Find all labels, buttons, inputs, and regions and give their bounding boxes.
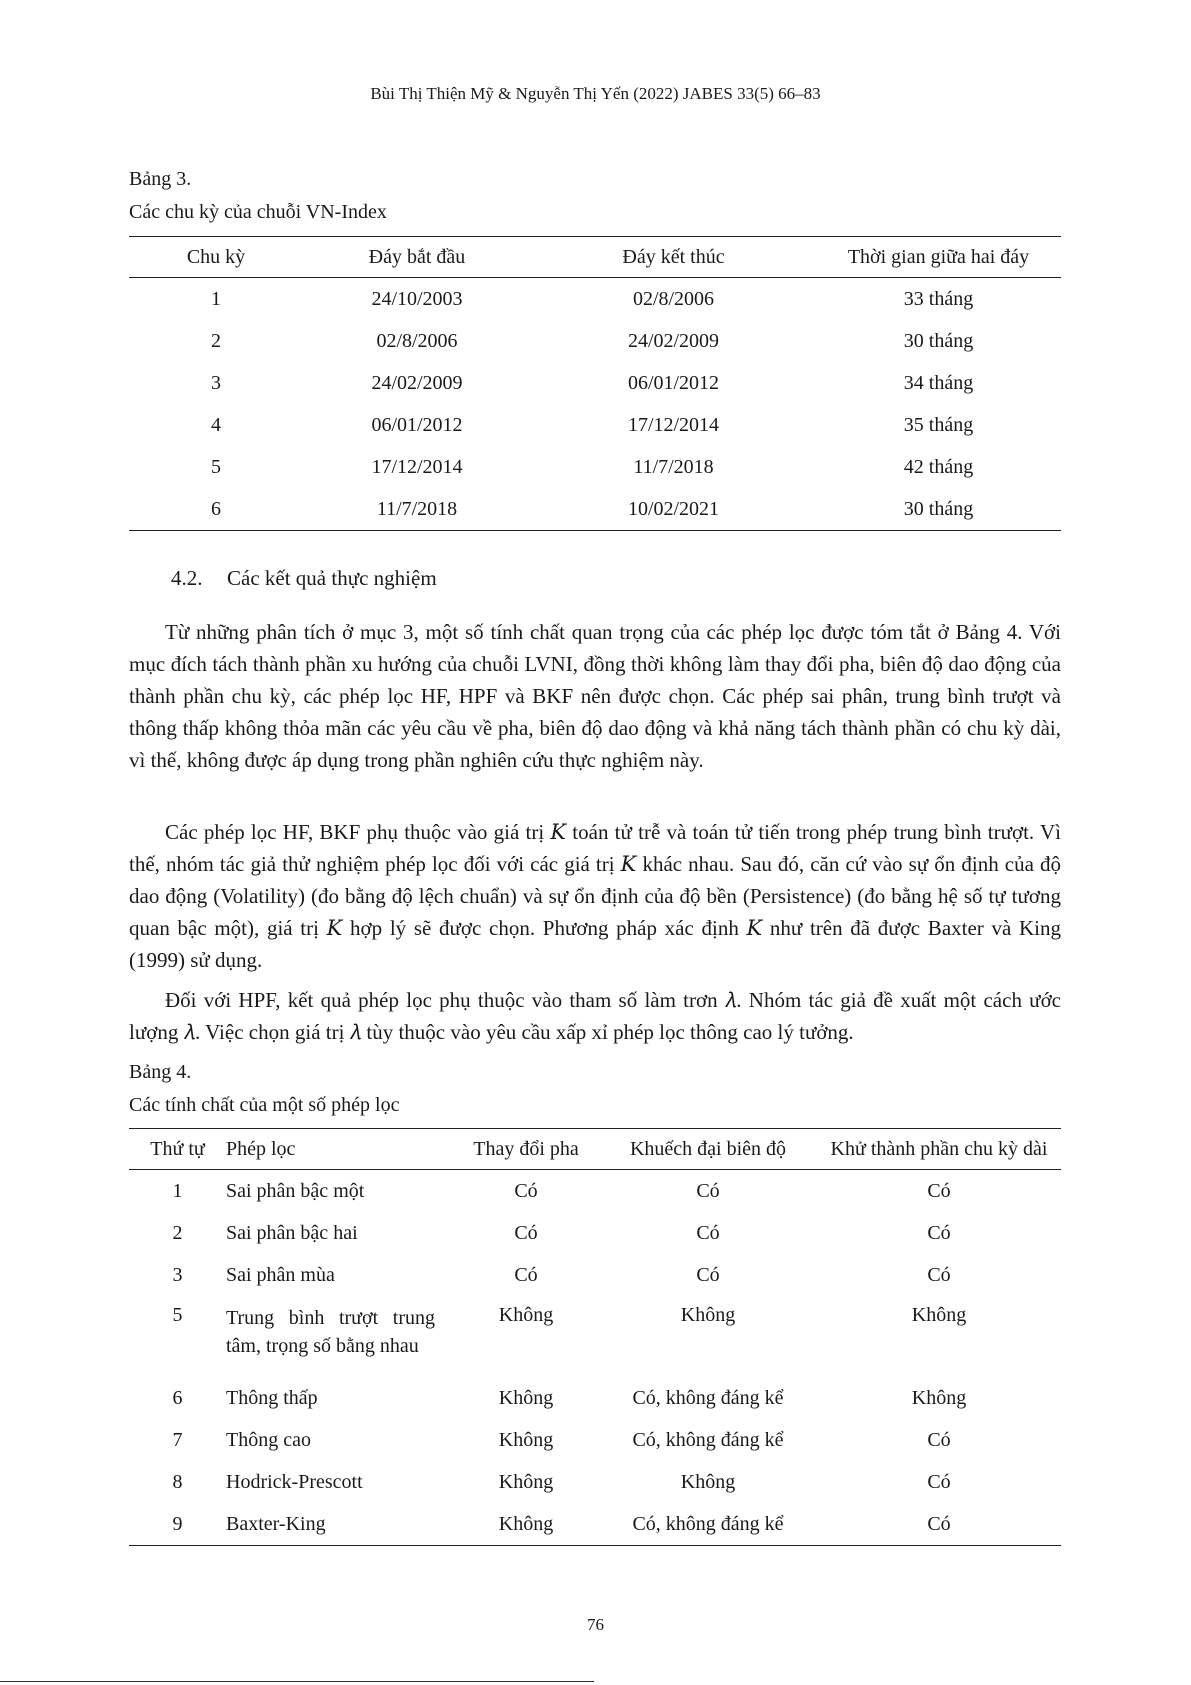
table4-header-row [129,1129,1061,1170]
table-cell: Baxter-King [226,1512,326,1535]
table4-column-header: Thứ tự [150,1137,205,1160]
table-row [129,1254,1061,1296]
body-paragraph: Các phép lọc HF, BKF phụ thuộc vào giá trị 𝐾 toán tử trễ và toán tử tiến trong phép trung bình trượt. Vì thế, nhóm tác giả thử nghiệm phép lọc đối với các giá trị 𝐾 khác nhau. Sau đó, căn cứ vào sự ổn định của độ dao động (Volatility) (đo bằng độ lệch chuẩn) và sự ổn định của độ bền (Persistence) (đo bằng hệ số tự tương quan bậc một), giá trị 𝐾 hợp lý sẽ được chọn. Phương pháp xác định 𝐾 như trên đã được Baxter và King (1999) sử dụng. [129,820,1061,972]
table-cell: 02/8/2006 [632,287,715,310]
table-row [129,404,1061,446]
table-cell: 35 tháng [903,413,974,436]
table-cell: Sai phân bậc hai [226,1221,358,1244]
table-cell: Có, không đáng kể [632,1512,784,1535]
table-cell: 33 tháng [903,287,974,310]
table-row [129,446,1061,488]
table-cell: 2 [211,329,221,352]
table-row [129,278,1061,321]
table-cell: 17/12/2014 [627,413,720,436]
body-paragraph: Từ những phân tích ở mục 3, một số tính chất quan trọng của các phép lọc được tóm tắt ở Bảng 4. Với mục đích tách thành phần xu hướng của chuỗi LVNI, đồng thời không làm thay đổi pha, biên độ dao động của thành phần chu kỳ, các phép lọc HF, HPF và BKF nên được chọn. Các phép sai phân, trung bình trượt và thông thấp không thỏa mãn các yêu cầu về pha, biên độ dao động và khả năng tách thành phần có chu kỳ dài, vì thế, không được áp dụng trong phần nghiên cứu thực nghiệm này. [129,620,1061,772]
table-row [129,1461,1061,1503]
table-cell: Có [514,1179,538,1202]
table-cell: 30 tháng [903,497,974,520]
table-cell: Có [927,1221,951,1244]
table-row [129,1377,1061,1419]
table-cell: 5 [172,1304,183,1326]
table-cell: Có, không đáng kể [632,1386,784,1409]
table-cell: 9 [172,1512,183,1535]
table-cell: Không [498,1470,554,1493]
table-cell: Thông cao [226,1428,311,1451]
table-cell: Hodrick-Prescott [226,1470,363,1493]
table-cell: 24/10/2003 [371,287,463,310]
table-cell: 7 [172,1428,183,1451]
table-cell: Không [498,1512,554,1535]
table-cell: Có [927,1470,951,1493]
table-row [129,1212,1061,1254]
table-cell: Có [927,1179,951,1202]
table-cell: 11/7/2018 [376,497,458,520]
table4-column-header: Phép lọc [226,1137,296,1160]
table-cell: Sai phân mùa [226,1263,335,1286]
table-cell: 06/01/2012 [371,413,463,436]
table3-label: Bảng 3. [129,168,192,190]
table3-column-header: Thời gian giữa hai đáy [847,245,1030,268]
running-header: Bùi Thị Thiện Mỹ & Nguyễn Thị Yến (2022) JABES 33(5) 66–83 [370,84,821,103]
table4-column-header: Khuếch đại biên độ [629,1137,787,1160]
table-cell: Sai phân bậc một [226,1179,365,1202]
table-row [129,1419,1061,1461]
table-cell: Có [696,1179,720,1202]
table4-caption: Các tính chất của một số phép lọc [129,1094,400,1116]
section-number: 4.2. [171,566,203,590]
table-cell: 6 [211,497,221,520]
table4 [129,1128,1061,1546]
body-paragraph: Đối với HPF, kết quả phép lọc phụ thuộc vào tham số làm trơn 𝜆. Nhóm tác giả đề xuất một cách ước lượng 𝜆. Việc chọn giá trị 𝜆 tùy thuộc vào yêu cầu xấp xỉ phép lọc thông cao lý tưởng. [129,988,1061,1044]
table-cell: 1 [172,1179,183,1202]
table-cell: Có, không đáng kể [632,1428,784,1451]
table-cell: Có [514,1263,538,1286]
table-cell: 34 tháng [903,371,974,394]
table-cell: Có [927,1512,951,1535]
table-cell: Không [680,1470,736,1493]
table-row [129,362,1061,404]
table4-column-header: Khử thành phần chu kỳ dài [830,1137,1048,1160]
page-number: 76 [587,1615,604,1634]
table-cell: Thông thấp [226,1386,318,1409]
table3-header-row [129,237,1061,278]
table-cell: 42 tháng [903,455,974,478]
table-row [129,488,1061,531]
table-cell: 11/7/2018 [633,455,714,478]
table-cell: Có [927,1263,951,1286]
table-cell: Không [911,1386,967,1409]
table-cell: Không [498,1428,554,1451]
table-row [129,1503,1061,1546]
table-cell: 6 [172,1386,183,1409]
table3 [129,236,1061,531]
table-cell: Có [696,1221,720,1244]
table-cell: 24/02/2009 [371,371,463,394]
table3-column-header: Đáy kết thúc [622,245,725,268]
table4-column-header: Thay đổi pha [473,1137,579,1160]
table-cell: Không [680,1304,736,1326]
table-cell: Trung bình trượt trung tâm, trọng số bằng nhau [226,1307,435,1357]
table-cell: 24/02/2009 [627,329,720,352]
table3-column-header: Đáy bắt đầu [368,245,466,268]
table3-column-header: Chu kỳ [186,245,246,268]
table-cell: 5 [211,455,221,478]
table-cell: Không [911,1304,967,1326]
table-row [129,1296,1061,1377]
footnote-divider [0,1681,594,1682]
table-cell: 10/02/2021 [627,497,720,520]
table-cell: 2 [172,1221,183,1244]
table-row [129,320,1061,362]
table-cell: 8 [172,1470,183,1493]
table-cell: Có [696,1263,720,1286]
table-cell: Có [927,1428,951,1451]
table-cell: Không [498,1386,554,1409]
table-cell: 30 tháng [903,329,974,352]
table-cell: 17/12/2014 [371,455,463,478]
table-cell: Không [498,1304,554,1326]
table-cell: Có [514,1221,538,1244]
table3-caption: Các chu kỳ của chuỗi VN-Index [129,201,387,223]
table-cell: 02/8/2006 [376,329,458,352]
table-cell: 3 [172,1263,183,1286]
table-cell: 1 [211,287,221,310]
section-title: Các kết quả thực nghiệm [227,566,437,590]
table4-label: Bảng 4. [129,1061,192,1083]
section-heading [171,566,437,591]
table-cell: 3 [211,371,221,394]
table-cell: 4 [211,413,221,436]
table-row [129,1170,1061,1213]
table-cell: 06/01/2012 [627,371,720,394]
